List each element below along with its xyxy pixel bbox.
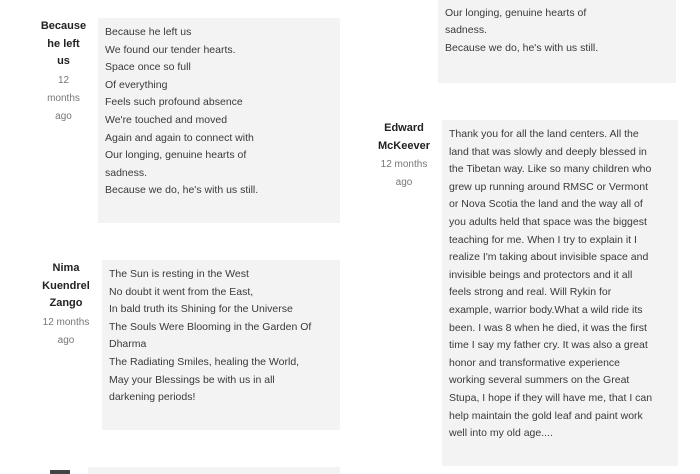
author-name-line: he left: [47, 37, 80, 50]
comment-line: The Souls Were Blooming in the Garden Of: [109, 320, 312, 333]
comment-line: Dharma: [109, 338, 147, 351]
comment-line: We're touched and moved: [105, 113, 228, 126]
comment-line: Thank you for all the land centers. All the: [449, 128, 639, 140]
comment-line: The Sun is resting in the West: [109, 268, 249, 280]
comment-body: [442, 120, 678, 466]
comment-line: No doubt it went from the East,: [109, 285, 254, 298]
comment-author-partial: [50, 470, 70, 474]
comment-line: Stupa, I hope if they will have me, that I can: [449, 391, 653, 404]
comment-line: In bald truth its Shining for the Universe: [109, 303, 293, 316]
comment-line: Our longing, genuine hearts of: [105, 149, 247, 162]
comment-line: the Tibetan way. Like so many children who: [449, 163, 652, 176]
comment-line: Because he left us: [105, 26, 192, 38]
comment-line: invisible beings and protectors and it all: [449, 268, 633, 281]
author-name-line: McKeever: [378, 139, 430, 152]
comment-line: help maintain the gold leaf and paint work: [449, 409, 643, 422]
comment-line: land that was slowly and deeply blessed in: [449, 145, 647, 158]
comment-line: darkening periods!: [109, 391, 196, 404]
comment-line: Of everything: [105, 78, 168, 91]
comment-line: example, warrior body.What a wild ride its: [449, 303, 643, 316]
comment-line: Again and again to connect with: [105, 131, 254, 144]
comment-author: [374, 120, 434, 192]
comment-timestamp: 12 months ago: [42, 316, 90, 346]
comment-line: Because we do, he's with us still.: [445, 41, 599, 54]
author-name-line: us: [57, 55, 70, 67]
comment-line: May your Blessings be with us in all: [109, 373, 275, 386]
comment-line: Space once so full: [105, 61, 191, 74]
comment-line: Feels such profound absence: [105, 96, 243, 109]
comment-line: sadness.: [105, 166, 148, 179]
comment-line: feels strong and real. Will Rykin for: [449, 286, 612, 299]
comment-body: [102, 260, 340, 430]
comment-line: time I say my father cry. It was also a great: [449, 339, 648, 352]
comment-line: The Radiating Smiles, healing the World,: [109, 355, 300, 368]
comment-body: [98, 18, 340, 223]
comment-line: you adults held that space was the biggest: [449, 215, 647, 228]
comment-author: [36, 18, 91, 126]
author-name-line: Kuendrel: [42, 279, 90, 292]
author-name-line: Zango: [49, 297, 83, 309]
comment-line: honor and transformative experience: [449, 356, 621, 369]
comment-line: We found our tender hearts.: [105, 43, 236, 56]
comment-line: well into my old age....: [449, 427, 553, 440]
comment-line: grew up running around RMSC or Vermont: [449, 180, 649, 193]
comment-line: working several summers on the Great: [449, 374, 630, 387]
author-name-line: Because: [40, 20, 87, 32]
comment-body-partial: [88, 467, 340, 474]
comment-author: [36, 260, 96, 350]
comment-body: [438, 0, 676, 83]
comment-timestamp: 12 months ago: [380, 159, 428, 188]
comment-line: been. I was 8 when he died, it was the first: [449, 321, 647, 334]
comment-line: Because we do, he's with us still.: [105, 184, 259, 197]
author-name-line: Edward: [384, 122, 424, 134]
comment-timestamp: 12 months ago: [47, 74, 80, 122]
author-name-line: Nima: [52, 262, 80, 274]
comment-line: teaching for me. When I try to explain it I: [449, 233, 637, 246]
comment-line: or Nova Scotia the land and the way all of: [449, 198, 643, 211]
comment-line: sadness.: [445, 24, 488, 37]
comment-line: Our longing, genuine hearts of: [445, 6, 587, 19]
comment-line: realize I'm taking about invisible space and: [449, 251, 649, 264]
